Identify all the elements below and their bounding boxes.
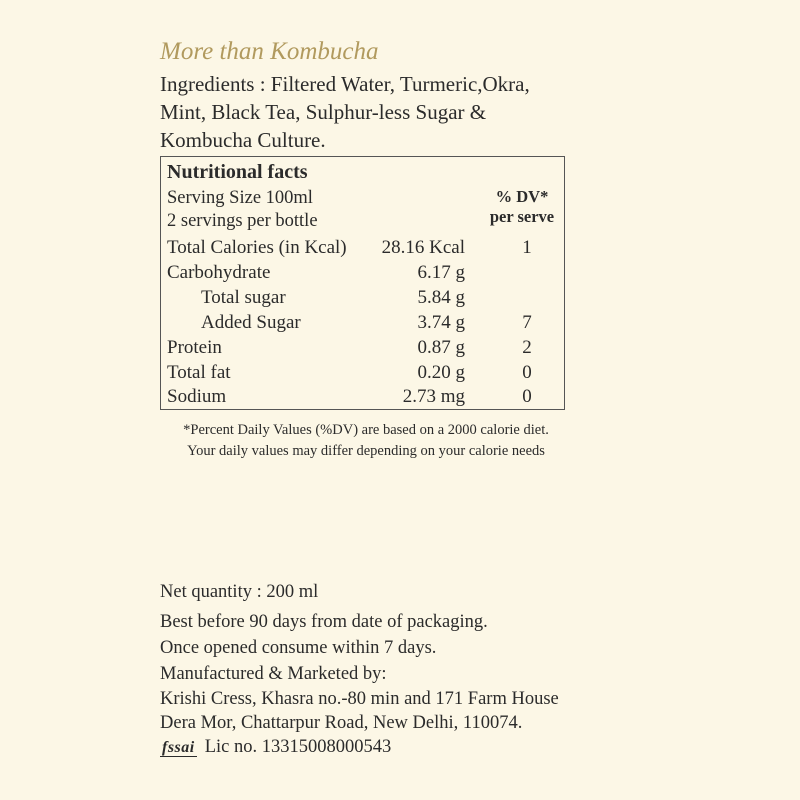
nutrition-row-total-fat <box>167 362 562 386</box>
row-label: Total Calories (in Kcal) <box>167 237 347 258</box>
once-opened-note: Once opened consume within 7 days. <box>160 638 437 658</box>
row-dv: 2 <box>522 337 532 358</box>
dv-header <box>479 187 565 227</box>
row-label: Total sugar <box>201 287 286 308</box>
manufacturer-heading: Manufactured & Marketed by: <box>160 664 387 684</box>
row-amount: 0.20 g <box>417 362 465 383</box>
serving-size: Serving Size 100ml <box>167 188 313 208</box>
nutrition-row-added-sugar <box>167 312 562 336</box>
row-amount: 3.74 g <box>417 312 465 333</box>
row-dv: 7 <box>522 312 532 333</box>
footnote-line-1: *Percent Daily Values (%DV) are based on a 2000 calorie diet. <box>183 422 549 438</box>
license-number: Lic no. 13315008000543 <box>204 737 392 757</box>
row-label: Protein <box>167 337 222 358</box>
best-before: Best before 90 days from date of packaging. <box>160 612 488 632</box>
nutrition-facts-table <box>160 156 565 410</box>
nutrition-row-protein <box>167 337 562 361</box>
nutrition-row-calories <box>167 237 562 261</box>
dv-header-line-1: % DV* <box>495 187 549 206</box>
fssai-logo-icon: fssai <box>162 739 195 756</box>
row-dv: 0 <box>522 362 532 383</box>
row-label: Total fat <box>167 362 231 383</box>
row-dv: 1 <box>522 237 532 258</box>
servings-per-bottle: 2 servings per bottle <box>167 211 318 231</box>
brand-title: More than Kombucha <box>160 38 379 65</box>
row-amount: 5.84 g <box>417 287 465 308</box>
net-quantity: Net quantity : 200 ml <box>160 582 319 602</box>
row-label: Sodium <box>167 386 227 407</box>
nutrition-row-total-sugar <box>167 287 562 311</box>
serving-info <box>167 187 318 233</box>
row-dv: 0 <box>522 386 532 407</box>
row-amount: 6.17 g <box>417 262 465 283</box>
dv-footnote <box>156 420 576 462</box>
row-amount: 0.87 g <box>417 337 465 358</box>
license-line <box>160 737 391 758</box>
nutrition-row-sodium <box>167 386 562 410</box>
nutrition-title: Nutritional facts <box>167 161 308 183</box>
address-line-1: Krishi Cress, Khasra no.-80 min and 171 Farm House <box>160 689 559 709</box>
row-label: Carbohydrate <box>167 262 271 283</box>
address-line-2: Dera Mor, Chattarpur Road, New Delhi, 110074. <box>160 713 523 733</box>
nutrition-row-carbohydrate <box>167 262 562 286</box>
dv-header-line-2: per serve <box>489 207 555 226</box>
row-label: Added Sugar <box>201 312 301 333</box>
ingredients-text: Ingredients : Filtered Water, Turmeric,Okra, Mint, Black Tea, Sulphur-less Sugar & Kombucha Culture. <box>160 72 530 152</box>
row-amount: 2.73 mg <box>402 386 465 407</box>
row-amount: 28.16 Kcal <box>381 237 465 258</box>
footnote-line-2: Your daily values may differ depending on your calorie needs <box>187 443 545 459</box>
